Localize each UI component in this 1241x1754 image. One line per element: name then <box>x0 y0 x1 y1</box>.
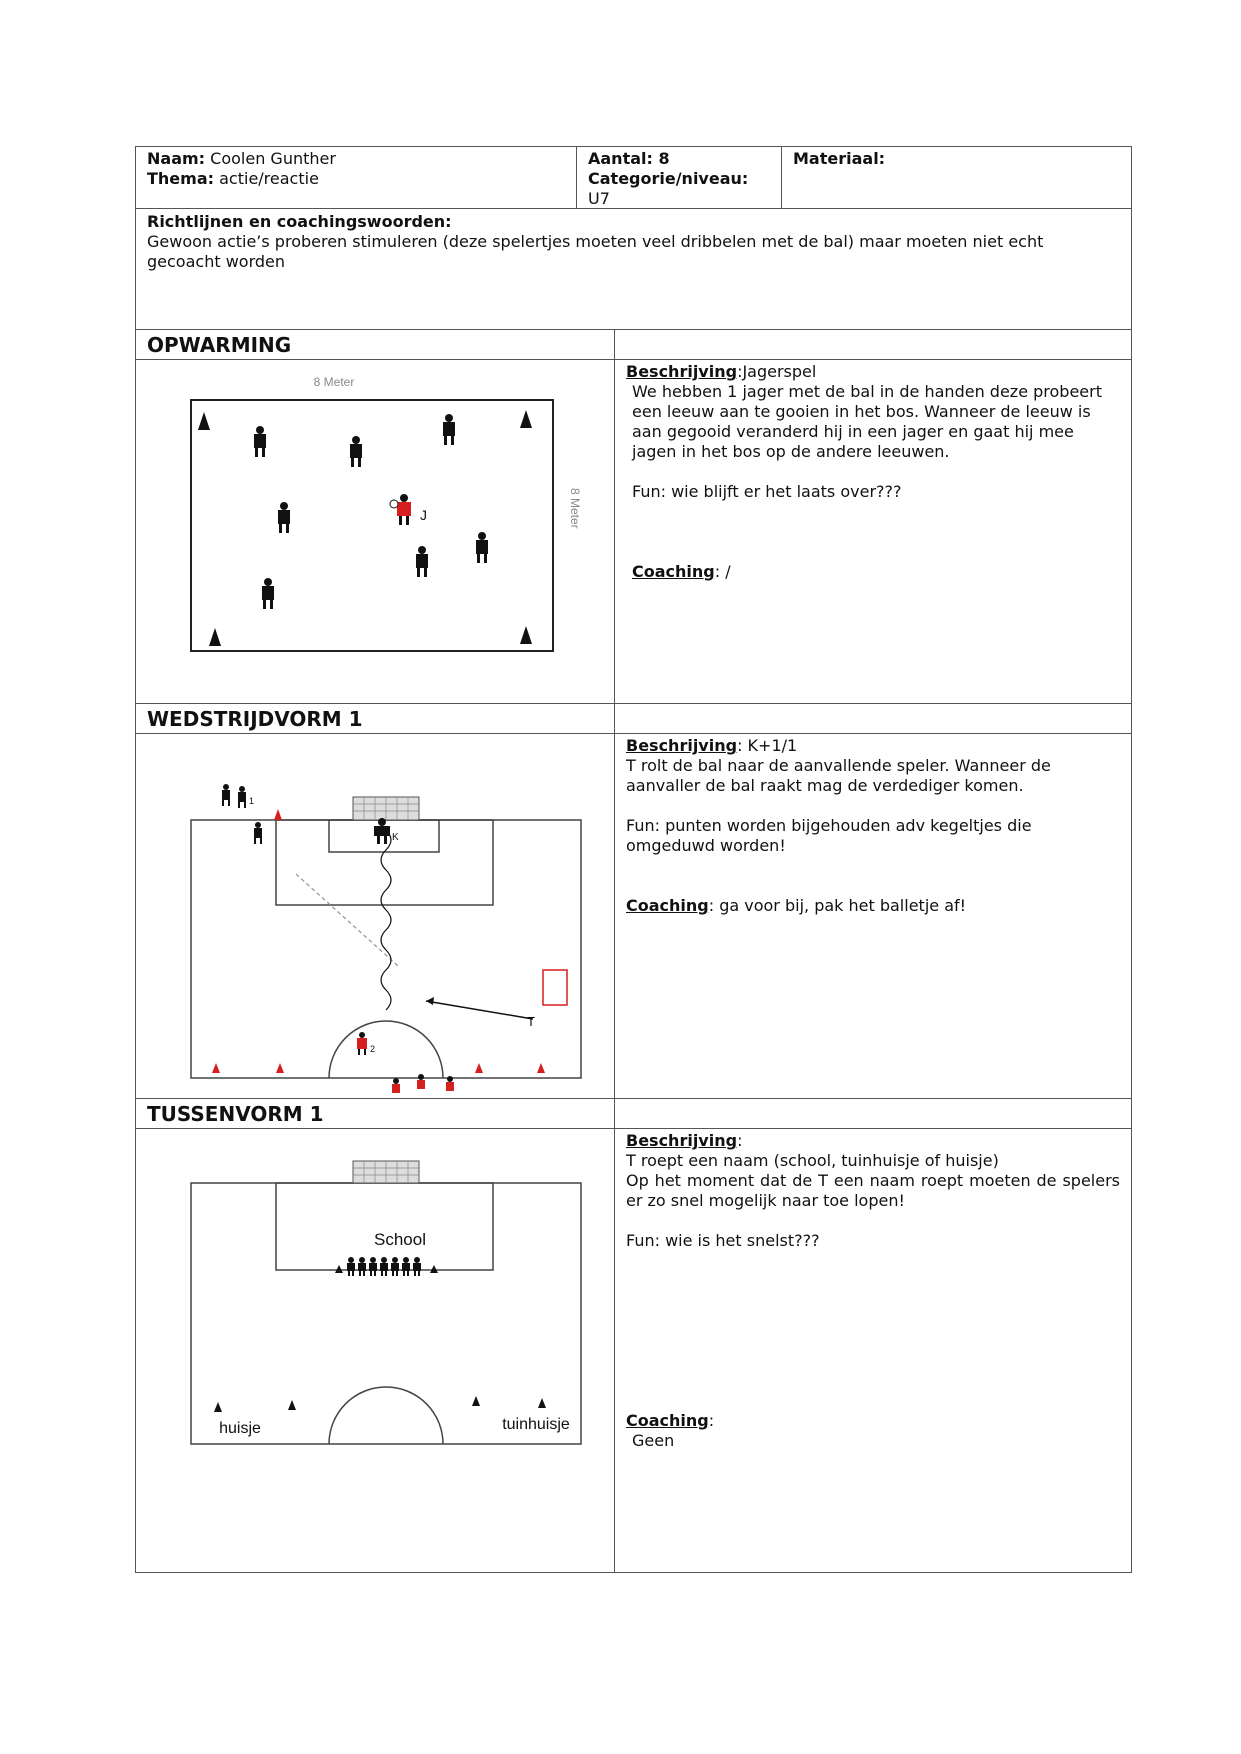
player-icon <box>222 784 230 806</box>
training-sheet <box>135 146 1132 1573</box>
header-row <box>136 147 1131 208</box>
tussenvorm-fun: Fun: wie is het snelst??? <box>626 1231 820 1250</box>
wedstrijdvorm-title-row <box>136 703 1131 733</box>
tussenvorm-diagram-cell <box>136 1129 614 1572</box>
wedstrijdvorm-desc-cell <box>614 734 1131 1098</box>
player-icon <box>392 1078 400 1093</box>
tussenvorm-line2: Op het moment dat de T een naam roept moeten de spelers er zo snel mogelijk naar toe lopen! <box>626 1171 1120 1210</box>
wedstrijdvorm-title-spacer <box>614 704 1131 733</box>
wedstrijdvorm-beschrijving: : K+1/1 <box>737 736 798 755</box>
opwarming-beschrijving-label: Beschrijving <box>626 362 738 381</box>
defender-number: 2 <box>370 1044 376 1054</box>
tussenvorm-diagram <box>136 1129 614 1572</box>
tussenvorm-coaching: : <box>708 1411 715 1430</box>
richtlijnen-label: Richtlijnen en coachingswoorden: <box>147 212 452 231</box>
naam-label: Naam: <box>147 149 206 168</box>
richtlijnen-row <box>136 208 1131 329</box>
wedstrijdvorm-diagram-cell <box>136 734 614 1098</box>
player-icon <box>238 786 246 808</box>
naam-value: Coolen Gunther <box>210 149 336 168</box>
tussenvorm-beschrijving-label: Beschrijving <box>626 1131 738 1150</box>
wedstrijdvorm-title: WEDSTRIJDVORM 1 <box>147 707 363 731</box>
cone-box <box>543 970 567 1005</box>
richtlijnen-text: Gewoon actie’s proberen stimuleren (deze spelertjes moeten veel dribbelen met de bal) maar moeten niet echt gecoacht worden <box>147 232 1044 271</box>
opwarming-top-label: 8 Meter <box>313 375 355 389</box>
wedstrijdvorm-text: T rolt de bal naar de aanvallende speler. Wanneer de aanvaller de bal raakt mag de verdediger komen. <box>626 756 1051 795</box>
wedstrijdvorm-row <box>136 733 1131 1098</box>
wedstrijdvorm-coaching-label: Coaching <box>626 896 709 915</box>
hunter-label: J <box>420 507 427 523</box>
wedstrijdvorm-diagram <box>136 734 614 1098</box>
school-label: School <box>374 1230 426 1249</box>
opwarming-field <box>191 400 553 651</box>
tussenvorm-title: TUSSENVORM 1 <box>147 1102 324 1126</box>
opwarming-row <box>136 359 1131 703</box>
richtlijnen-cell <box>136 209 1131 329</box>
wedstrijdvorm-fun: Fun: punten worden bijgehouden adv kegeltjes die omgeduwd worden! <box>626 816 1032 855</box>
tussenvorm-desc-cell <box>614 1129 1131 1572</box>
opwarming-title-row <box>136 329 1131 359</box>
pitch-half <box>191 820 581 1078</box>
tussenvorm-row <box>136 1128 1131 1572</box>
cone-icon <box>274 809 282 820</box>
wedstrijdvorm-coaching: : ga voor bij, pak het balletje af! <box>708 896 967 915</box>
opwarming-fun: Fun: wie blijft er het laats over??? <box>632 482 902 501</box>
opwarming-title-spacer <box>614 330 1131 359</box>
naam-thema-cell <box>136 147 576 208</box>
pitch-half <box>191 1183 581 1444</box>
keeper-label: K <box>392 832 399 843</box>
tussenvorm-title-spacer <box>614 1099 1131 1128</box>
aantal-label: Aantal: 8 <box>588 149 670 168</box>
tussenvorm-title-row <box>136 1098 1131 1128</box>
tussenvorm-beschrijving: : <box>737 1131 743 1150</box>
opwarming-beschrijving: :Jagerspel <box>737 362 817 381</box>
opwarming-coaching-label: Coaching <box>632 562 715 581</box>
categorie-value: U7 <box>588 189 610 208</box>
tuinhuisje-label: tuinhuisje <box>502 1416 570 1433</box>
thema-value: actie/reactie <box>219 169 319 188</box>
aantal-cell <box>576 147 781 208</box>
categorie-label: Categorie/niveau: <box>588 169 749 188</box>
materiaal-cell <box>781 147 1131 208</box>
trainer-label: T <box>527 1014 535 1029</box>
wedstrijdvorm-beschrijving-label: Beschrijving <box>626 736 738 755</box>
opwarming-title: OPWARMING <box>147 333 292 357</box>
player-icon <box>446 1076 454 1091</box>
opwarming-diagram <box>136 360 614 703</box>
opwarming-desc-cell <box>614 360 1131 703</box>
materiaal-label: Materiaal: <box>793 149 886 168</box>
thema-label: Thema: <box>147 169 215 188</box>
opwarming-side-label: 8 Meter <box>568 488 582 529</box>
tussenvorm-coaching-value: Geen <box>632 1431 675 1450</box>
huisje-label: huisje <box>219 1420 261 1437</box>
player-icon <box>417 1074 425 1089</box>
opwarming-text: We hebben 1 jager met de bal in de handen deze probeert een leeuw aan te gooien in het bos. Wanneer de leeuw is aan gegooid veranderd hij in een jager en gaat hij mee jagen in het bos op de andere leeuwen. <box>632 382 1102 461</box>
tussenvorm-line1: T roept een naam (school, tuinhuisje of huisje) <box>626 1151 999 1170</box>
attacker-number: 1 <box>249 796 255 806</box>
opwarming-coaching: : / <box>714 562 731 581</box>
opwarming-diagram-cell <box>136 360 614 703</box>
tussenvorm-coaching-label: Coaching <box>626 1411 709 1430</box>
